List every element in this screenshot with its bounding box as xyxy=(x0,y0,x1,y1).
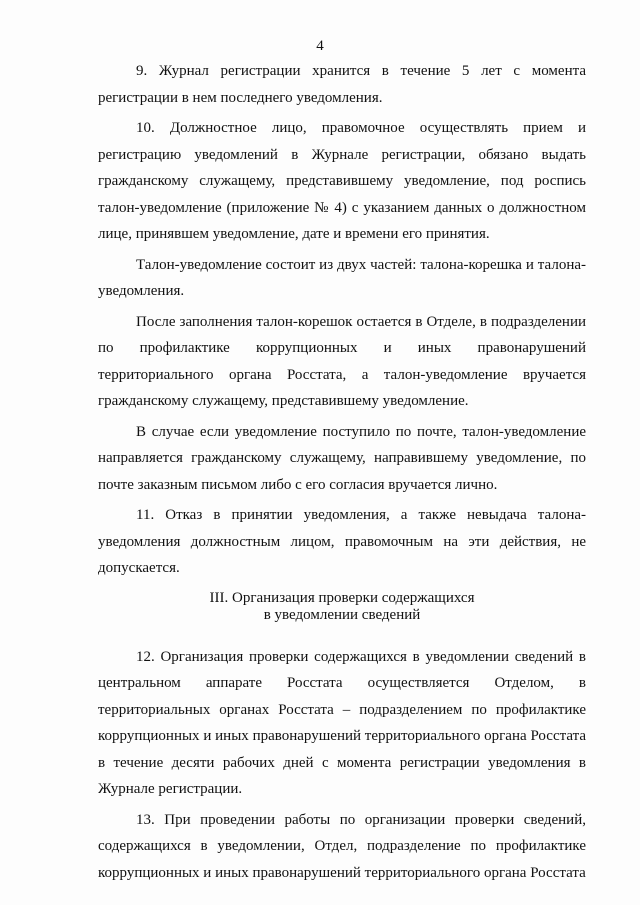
section-heading xyxy=(98,590,586,624)
paragraph-12: 12. Организация проверки содержащихся в уведомлении сведений в центральном аппарате Росстата осуществляется Отделом, в территориальных органах Росстата – подразделением по профилактике коррупционных и иных правонарушений территориального органа Росстата в течение десяти рабочих дней с момента регистрации уведомления в Журнале регистрации. xyxy=(98,648,586,797)
section-heading-line-1: III. Организация проверки содержащихся xyxy=(209,589,475,606)
section-heading-line-2: в уведомлении сведений xyxy=(263,606,421,623)
paragraph-by-mail: В случае если уведомление поступило по почте, талон-уведомление направляется гражданскому служащему, направившему уведомление, по почте заказным письмом либо с его согласия вручается лично. xyxy=(98,423,586,493)
paragraph-11: 11. Отказ в принятии уведомления, а также невыдача талона-уведомления должностным лицом, правомочным на эти действия, не допускается. xyxy=(98,507,586,576)
document-body xyxy=(98,58,586,890)
paragraph-10: 10. Должностное лицо, правомочное осуществлять прием и регистрацию уведомлений в Журнале регистрации, обязано выдать гражданскому служащему, представившему уведомление, под роспись талон-уведомление (приложение № 4) с указанием данных о должностном лице, принявшем уведомление, дате и времени его принятия. xyxy=(98,120,586,242)
paragraph-13: 13. При проведении работы по организации проверки сведений, содержащихся в уведомлении, Отдел, подразделение по профилактике коррупционных и иных правонарушений территориального органа Росстата xyxy=(98,811,586,881)
page-number: 4 xyxy=(316,38,324,54)
paragraph-talon-parts: Талон-уведомление состоит из двух частей: талона-корешка и талона-уведомления. xyxy=(98,256,586,299)
paragraph-after-filling: После заполнения талон-корешок остается в Отделе, в подразделении по профилактике коррупционных и иных правонарушений территориального органа Росстата, а талон-уведомление вручается гражданскому служащему, представившему уведомление. xyxy=(98,313,586,409)
paragraph-9: 9. Журнал регистрации хранится в течение 5 лет с момента регистрации в нем последнего уведомления. xyxy=(98,63,586,106)
